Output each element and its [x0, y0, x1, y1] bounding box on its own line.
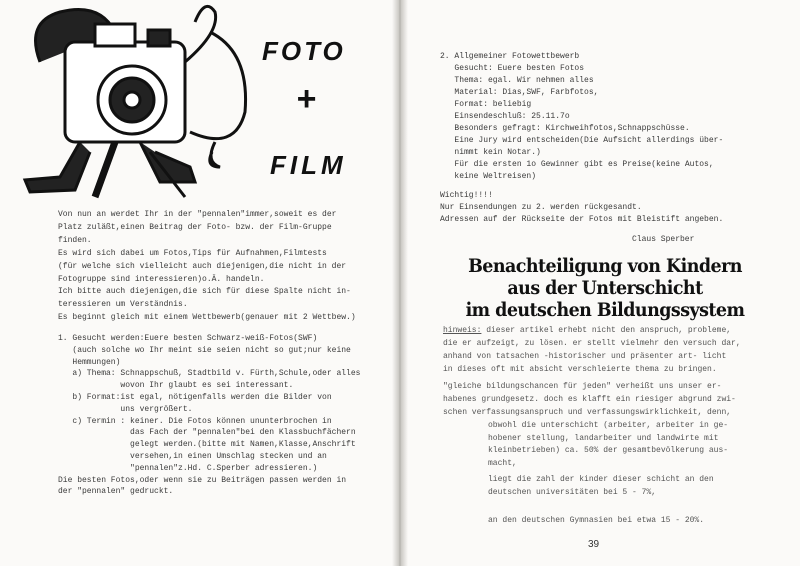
header-plus: +	[296, 80, 316, 118]
title-line: Benachteiligung von Kindern	[468, 255, 742, 277]
text-line: Thema: egal. Wir nehmen alles	[440, 76, 594, 85]
title-line: aus der Unterschicht	[507, 277, 703, 299]
title-line: im deutschen Bildungssystem	[465, 299, 745, 321]
photographer-cartoon-illustration	[20, 2, 260, 202]
text-line: das Fach der "pennalen"bei den Klassbuchfächern	[58, 428, 356, 438]
quote-block	[488, 420, 728, 470]
text-line: die er aufzeigt, zu lösen. er stellt vielmehr den versuch dar,	[443, 339, 741, 348]
text-line: "pennalen"z.Hd. C.Sperber adressieren.)	[58, 463, 318, 473]
quote-block-2	[488, 474, 714, 499]
text-line: versehen,in einen Umschlag stecken und an	[58, 451, 327, 461]
text-line: (für welche sich vielleicht auch diejenigen,die nicht in der	[58, 261, 347, 271]
text-line: schen verfassungsanspruch und verfassungswirklichkeit, denn,	[443, 408, 732, 417]
text-line: deutschen universitäten bei 5 - 7%,	[488, 487, 657, 497]
text-line: Einsendeschluß: 25.11.7o	[440, 112, 570, 121]
header-foto: FOTO	[262, 36, 346, 66]
text-line: Material: Dias,SWF, Farbfotos,	[440, 88, 599, 97]
text-line: Von nun an werdet Ihr in der "pennalen"immer,soweit es der	[58, 210, 337, 219]
text-line: Format: beliebig	[440, 100, 532, 109]
text-line: Die besten Fotos,oder wenn sie zu Beiträgen passen werden in	[58, 475, 347, 485]
paragraph-2	[443, 380, 736, 419]
text-line: habenes grundgesetz. doch es klafft ein riesiger abgrund zwi-	[443, 395, 736, 404]
contest-2-text	[440, 51, 723, 183]
text-line: anhand von tatsachen -historischer und präsenter art- licht	[443, 352, 727, 361]
text-line: Platz zuläßt,einen Beitrag der Foto- bzw. der Film-Gruppe	[58, 222, 332, 232]
text-line: macht,	[488, 458, 517, 468]
text-line: Besonders gefragt: Kirchweihfotos,Schnappschüsse.	[440, 124, 690, 133]
book-gutter	[392, 0, 408, 566]
text-line: uns vergrößert.	[58, 404, 193, 414]
text-line: Nur Einsendungen zu 2. werden rückgesandt.	[440, 203, 642, 212]
intro-text	[58, 209, 351, 312]
contest-start-text: Es beginnt gleich mit einem Wettbewerb(genauer mit 2 Wettbew.)	[58, 313, 356, 322]
text-line: 2. Allgemeiner Fotowettbewerb	[440, 52, 580, 61]
text-line: der "pennalen" gedruckt.	[58, 487, 174, 497]
text-line: Es wird sich dabei um Fotos,Tips für Aufnahmen,Filmtests	[58, 248, 327, 258]
text-line: 1. Gesucht werden:Euere besten Schwarz-weiß-Fotos(SWF)	[58, 334, 318, 343]
text-line: wovon Ihr glaubt es sei interessant.	[58, 381, 294, 391]
text-line: gelegt werden.(bitte mit Namen,Klasse,Anschrift	[58, 440, 356, 450]
important-notice	[440, 190, 723, 226]
text-line: kleinbetrieben) ca. 50% der gesamtbevölkerung aus-	[488, 446, 729, 455]
text-line: Gesucht: Euere besten Fotos	[440, 64, 585, 73]
text-line: dieser artikel erhebt nicht den anspruch, probleme,	[481, 326, 732, 335]
hinweis-label: hinweis:	[443, 326, 482, 335]
text-line: finden.	[58, 235, 92, 245]
text-line: obwohl die unterschicht (arbeiter, arbeiter in ge-	[488, 421, 729, 430]
page-number: 39	[588, 539, 600, 550]
signature: Claus Sperber	[632, 235, 695, 244]
text-line: keine Weltreisen)	[440, 172, 537, 181]
text-line: teressieren um Verständnis.	[58, 300, 188, 310]
text-line: Eine Jury wird entscheiden(Die Aufsicht allerdings über-	[440, 136, 724, 145]
text-line: liegt die zahl der kinder dieser schicht an den	[488, 475, 714, 484]
text-line: c) Termin : keiner. Die Fotos können ununterbrochen in	[58, 416, 332, 426]
text-line: Für die ersten 1o Gewinner gibt es Preise(keine Autos,	[440, 160, 714, 169]
hinweis-paragraph	[443, 324, 741, 376]
text-line: Wichtig!!!!	[440, 191, 493, 200]
text-line: Ich bitte auch diejenigen,die sich für diese Spalte nicht in-	[58, 287, 351, 297]
text-line: Fotogruppe sind interessieren)o.Ä. handeln.	[58, 274, 265, 284]
article-title	[444, 255, 766, 321]
text-line: Adressen auf der Rückseite der Fotos mit Bleistift angeben.	[440, 215, 724, 224]
quote-block-3: an den deutschen Gymnasien bei etwa 15 - 20%.	[488, 516, 705, 525]
text-line: hobener stellung, landarbeiter und landwirte mit	[488, 433, 719, 443]
text-line: b) Format:ist egal, nötigenfalls werden die Bilder von	[58, 392, 332, 402]
text-line: in dieses oft mit absicht verschleierte thema zu bringen.	[443, 365, 717, 374]
text-line: a) Thema: Schnappschuß, Stadtbild v. Fürth,Schule,oder alles	[58, 369, 361, 379]
contest-1-text	[58, 333, 360, 498]
header-film: FILM	[270, 150, 347, 180]
text-line: "gleiche bildungschancen für jeden" verheißt uns unser er-	[443, 382, 722, 391]
text-line: (auch solche wo Ihr meint sie seien nicht so gut;nur keine	[58, 345, 351, 355]
text-line: Hemmungen)	[58, 357, 121, 367]
text-line: nimmt kein Notar.)	[440, 148, 541, 157]
